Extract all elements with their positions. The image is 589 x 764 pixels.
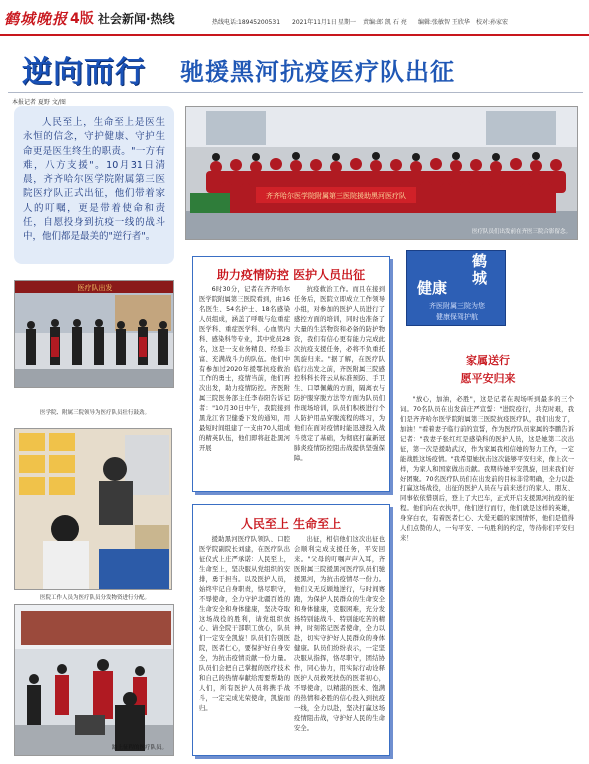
lead-box <box>14 106 174 264</box>
article-family-farewell <box>398 340 578 760</box>
crane-city-word: 鹤城 <box>470 253 488 287</box>
editor: 编辑:张敏智 王欣华 <box>418 19 470 26</box>
article-support-col2: 抗疫救治工作。而且在接到任务后，医院立即成立工作领导小组，对参加的医护人员进行了感控方面的培训，同时也准备了大量的生活物资和必备的防护物资，我们有信心更有能力完成此次抗疫支援任务，必将不负重托凯旋归来。"据了解，在医疗队临行出发之前，齐医附属三院感控科科长符云从标准预防、手卫生、口罩佩戴的方面，隔离衣与防护服穿脱方法等方面为队员们作现场培训，队员们积极进行个人防护用品穿脱流程的练习，为他们在面对疫情时能迅速投入战斗奠定了基础，为彻底打赢新冠肺炎疫情防控阻击战提供坚强保障。 <box>294 286 385 462</box>
article-support-title: 助力疫情防控 医护人员出征 <box>216 268 366 282</box>
departure-photo <box>14 604 174 756</box>
supplies-photo <box>14 428 172 590</box>
article-support <box>192 256 390 492</box>
health-word: 健康 <box>417 279 448 297</box>
leaders-sign: 医疗队出发 <box>77 284 113 292</box>
weekday: 星期一 <box>338 19 357 26</box>
health-subline-1: 齐医附属三院为您 <box>429 302 485 310</box>
newspaper-logo: 鹤城晚报 <box>4 10 69 28</box>
chief-editor: 责编:郎 凯 石 亮 <box>363 19 407 26</box>
article-people-first-col2: 出征，相信他们这次出征也会顺利完成支援任务，平安回来。"父母的叮嘱声声入耳，齐医附属三院援黑河医疗队员们驰援黑河，为抗击疫情尽一份力。他们义无反顾地逆行，与时间赛跑，为保护人民群众的生命安全和身体健康，克服困难，充分发扬特别能战斗、特别能吃苦的精神，时刻铭记医者使命，全力以赴，切实守护好人民群众的身体健康。队员们纷纷表示，一定坚决服从指挥，恪尽职守，团结协作，同心协力，用实际行动诠释医护人员救死扶伤的医者初心，不辱使命，以精湛的医术、饱满的热情和必胜的信心投入到抗疫一线，全力以赴，坚决打赢这场疫情阻击战，守护好人民的生命安全。 <box>294 536 385 732</box>
section-name: 社会新闻·热线 <box>98 12 175 26</box>
hotline: 热线电话:18945200531 <box>212 19 281 26</box>
group-photo <box>185 106 578 240</box>
headline-main: 逆向而行 <box>22 55 146 90</box>
health-subline-2: 健康保驾护航 <box>436 313 478 321</box>
article-people-first <box>192 504 390 756</box>
headline-sub: 驰援黑河抗疫医疗队出征 <box>180 57 455 86</box>
leaders-photo-caption: 医学院、附属三院领导为医疗队员壮行鼓劲。 <box>40 410 151 416</box>
group-photo-caption: 医疗队员们出发前在齐医三院合影留念。 <box>471 229 571 235</box>
divider <box>8 92 583 93</box>
health-logo-box <box>406 250 506 326</box>
article-people-first-col1: 援助黑河医疗队领队、口腔医学院副院长刘建，在医疗队出征仪式上庄严承诺：人民至上，生命至上，坚决服从党组织的安排，勇于担当。以及医护人员，始终牢记自身职责，恪尽职守，不辱使命，全力守护北疆百姓的生命安全和身体健康，坚决夺取这场战役的胜利，请党组织放心、请全院干部职工放心，队员们一定安全凯旋！队员们告别医院，医者仁心，要保护好自身安全，为抗击疫情贡献一份力量。队员们会把自己掌握的医疗技术和自己的热情奉献给需要帮助的人们，所有医护人员将携手战斗，一定完成光荣使命，凯旋而归。 <box>199 536 290 712</box>
byline: 本报记者 夏野 文/图 <box>12 99 66 106</box>
group-banner: 齐齐哈尔医学院附属第三医院援助黑河医疗队 <box>266 192 406 200</box>
page-number: 4版 <box>70 11 94 27</box>
issue-date: 2021年11月1日 <box>292 19 337 26</box>
masthead <box>0 0 589 36</box>
article-support-col1: 6时30分，记者在齐齐哈尔医学院附属第三医院看到，由16名医生、54名护士、18名感染人员组成，涵盖了呼吸与危重症医学科、重症医学科、心血管内科、感染科等专业，其中党员28名，这是一支业务精良、经验丰富、充满战斗力的队伍。他们中有参加过2020年援鄂抗疫救治工作的勇士，疫情当前，他们再次出发，助力疫情防控。齐医附属三院医务部主任李春阳告诉记者："10月30日中午，我院接到黑龙江省卫健委下发的通知，用最短时间组建了一支由70人组成的精英队伍，他们即将赶赴黑河开展 <box>199 286 290 452</box>
article-family-title-1: 家属送行 <box>466 354 510 367</box>
lead-text: 人民至上，生命至上是医生永恒的信念，守护健康、守护生命更是医生终生的职责。"一方有难，八方支援"。10月31日清晨，齐齐哈尔医学院附属第三医院医疗队正式出征，他们带着家人的叮嘱，更是带着使命和责任，自愿投身到抗疫一线的战斗中，他们都是最美的"逆行者"。 <box>23 117 165 242</box>
leaders-photo <box>14 280 174 388</box>
proofreader: 校对:孙家宏 <box>476 19 509 26</box>
supplies-photo-caption: 医院工作人员为医疗队员分发物资进行分配。 <box>40 595 151 601</box>
article-family-body: "放心，加油，必胜"，这是记者在现场听到最多的三个词。70名队员在出发前庄严宣誓："进院疫行，共克时艰，我们是齐齐哈尔医学院附属第三医院抗疫医疗队，我们出发了，加油！"看着妻子临行前的宣誓，作为医疗队员家属的李鹏告诉记者："我妻子张红红是感染科的医护人员，这是她第二次出征，第一次是援助武汉，作为家属我相信她的努力工作，一定能战胜这场疫情。"我希望她抗击这次能够平安归来，像上次一样，为家人和国家做出贡献。我期待她平安凯旋，回来我们好好团聚。70名医疗队员们在出发前的目标非常明确，全力以赴打赢这场战役，出征的医护人员在与前来送行的家人、朋友、同事依依惜别后，登上了大巴车，正式开启支援黑河抗疫的征程。他们向在衣执甲，他们逆行而行，他们就是这样的英雄，身穿白衣，有着医者仁心、大爱无疆的家国情怀，他们是值得人们点赞的人，一句平安、一句胜利的约定，等待你们平安归来！ <box>400 396 574 543</box>
article-people-first-title: 人民至上 生命至上 <box>240 517 342 531</box>
departure-photo-caption: 踏上征程的医疗队员。 <box>111 745 167 751</box>
article-family-title-2: 愿平安归来 <box>460 372 516 385</box>
